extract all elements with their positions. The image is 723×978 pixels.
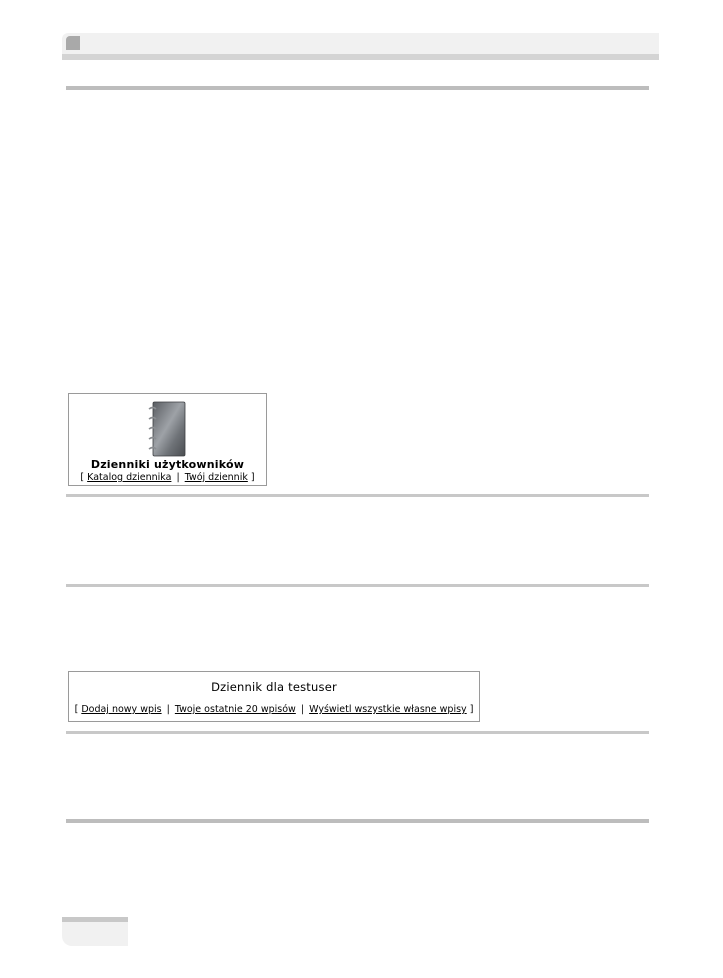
last-20-entries-link[interactable]: Twoje ostatnie 20 wpisów <box>174 704 296 715</box>
page-header-tab-icon <box>66 36 80 50</box>
section-divider <box>66 584 649 587</box>
bracket-open: [ <box>80 472 85 483</box>
link-divider: | <box>300 704 305 715</box>
bracket-close: ] <box>250 472 255 483</box>
link-divider: | <box>176 472 180 483</box>
show-all-entries-link[interactable]: Wyświetl wszystkie własne wpisy <box>309 704 467 715</box>
journal-links <box>69 704 479 715</box>
diary-catalog-link[interactable]: Katalog dziennika <box>87 472 172 483</box>
add-new-entry-link[interactable]: Dodaj nowy wpis <box>81 704 162 715</box>
bracket-close: ] <box>469 704 474 715</box>
diaries-title: Dzienniki użytkowników <box>90 458 245 471</box>
diaries-panel <box>68 393 267 486</box>
section-divider <box>66 86 649 90</box>
journal-panel <box>68 671 480 722</box>
diaries-links <box>69 472 266 483</box>
bracket-open: [ <box>74 704 79 715</box>
your-diary-link[interactable]: Twój dziennik <box>184 472 248 483</box>
link-divider: | <box>166 704 170 715</box>
notebook-icon <box>147 401 187 457</box>
section-divider <box>66 819 649 823</box>
page-footer-tab-line <box>62 917 128 922</box>
section-divider <box>66 494 649 497</box>
journal-title: Dziennik dla testuser <box>211 680 337 694</box>
page-header-underline <box>62 54 659 60</box>
section-divider <box>66 731 649 734</box>
